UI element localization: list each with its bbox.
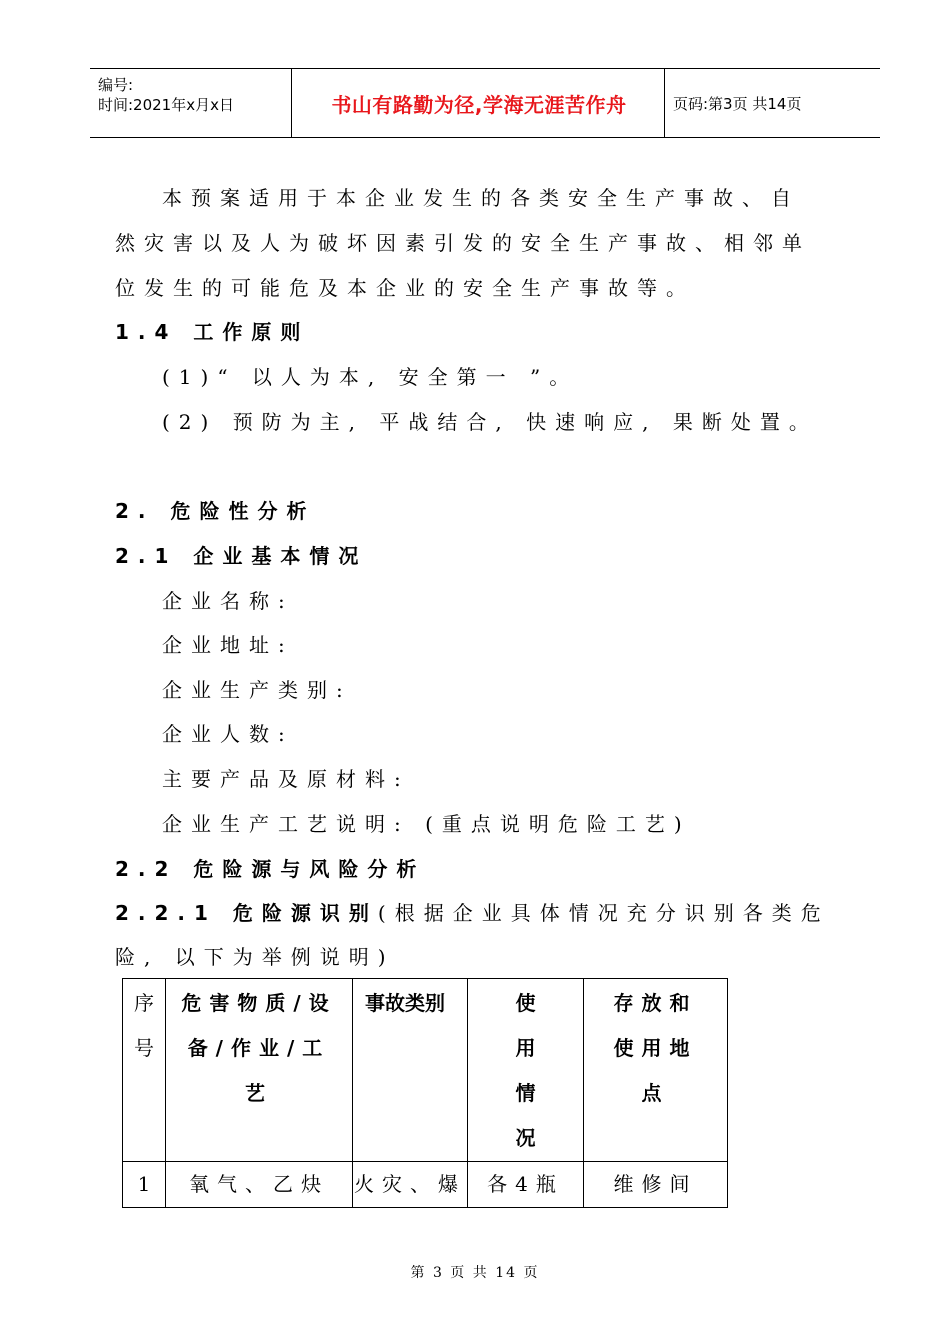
header-cell [166, 979, 353, 1162]
header-meta [98, 75, 288, 115]
subsection-title: 2.2.1 危险源识别 [115, 901, 378, 925]
cell-text: 氧气、乙炔 [189, 1172, 329, 1196]
field-company-address: 企业地址: [162, 633, 294, 657]
section-heading: 2.2 危险源与风险分析 [115, 857, 426, 881]
page-footer: 第 3 页 共 14 页 [410, 1265, 540, 1281]
cell-text: 1 [137, 1172, 151, 1196]
hazard-table [122, 978, 728, 1208]
table-header-row [123, 979, 728, 1162]
header-cell [584, 979, 728, 1162]
principle-item: (1)“ 以人为本, 安全第一 ”。 [162, 365, 579, 389]
cell-text: 火灾、爆 [354, 1172, 466, 1196]
section-heading: 2.1 企业基本情况 [115, 544, 368, 568]
header-cell [468, 979, 584, 1162]
paragraph-line: 位发生的可能危及本企业的安全生产事故等。 [115, 276, 695, 300]
table-cell [468, 1162, 584, 1208]
field-headcount: 企业人数: [162, 722, 294, 746]
page-header [90, 68, 880, 138]
header-divider [664, 69, 665, 137]
field-production-type: 企业生产类别: [162, 678, 352, 702]
principle-item: (2) 预防为主, 平战结合, 快速响应, 果断处置。 [162, 410, 818, 434]
section-heading: 2. 危险性分析 [115, 499, 316, 523]
subsection-heading [115, 901, 830, 925]
table-cell [166, 1162, 353, 1208]
section-heading: 1.4 工作原则 [115, 320, 310, 344]
header-motto: 书山有路勤为径,学海无涯苦作舟 [331, 92, 627, 117]
number-label: 编号: [98, 76, 134, 94]
table-row [123, 1162, 728, 1208]
header-text: 存放和使用地点 [613, 991, 698, 1105]
table-cell [123, 1162, 166, 1208]
header-cell [353, 979, 468, 1162]
header-cell [123, 979, 166, 1162]
time-line: 时间:2021年x月x日 [98, 96, 234, 114]
cell-text: 维修间 [613, 1172, 698, 1196]
field-process: 企业生产工艺说明: (重点说明危险工艺) [162, 812, 691, 836]
page-label: 页码:第3页 共14页 [673, 94, 802, 113]
subsection-note: (根据企业具体情况充分识别各类危 [377, 901, 830, 925]
field-products: 主要产品及原材料: [162, 767, 410, 791]
cell-text: 各4瓶 [487, 1172, 564, 1196]
paragraph-line: 险, 以下为举例说明) [115, 945, 395, 969]
header-text: 使用情况 [515, 991, 536, 1150]
table-cell [584, 1162, 728, 1208]
table-cell [353, 1162, 468, 1208]
header-text: 序号 [134, 991, 154, 1060]
header-text: 事故类别 [365, 991, 445, 1015]
header-text: 危害物质/设备/作业/工艺 [181, 991, 337, 1105]
field-company-name: 企业名称: [162, 589, 294, 613]
header-divider [291, 69, 292, 137]
paragraph-line: 本预案适用于本企业发生的各类安全生产事故、自 [162, 186, 800, 210]
paragraph-line: 然灾害以及人为破坏因素引发的安全生产事故、相邻单 [115, 231, 811, 255]
